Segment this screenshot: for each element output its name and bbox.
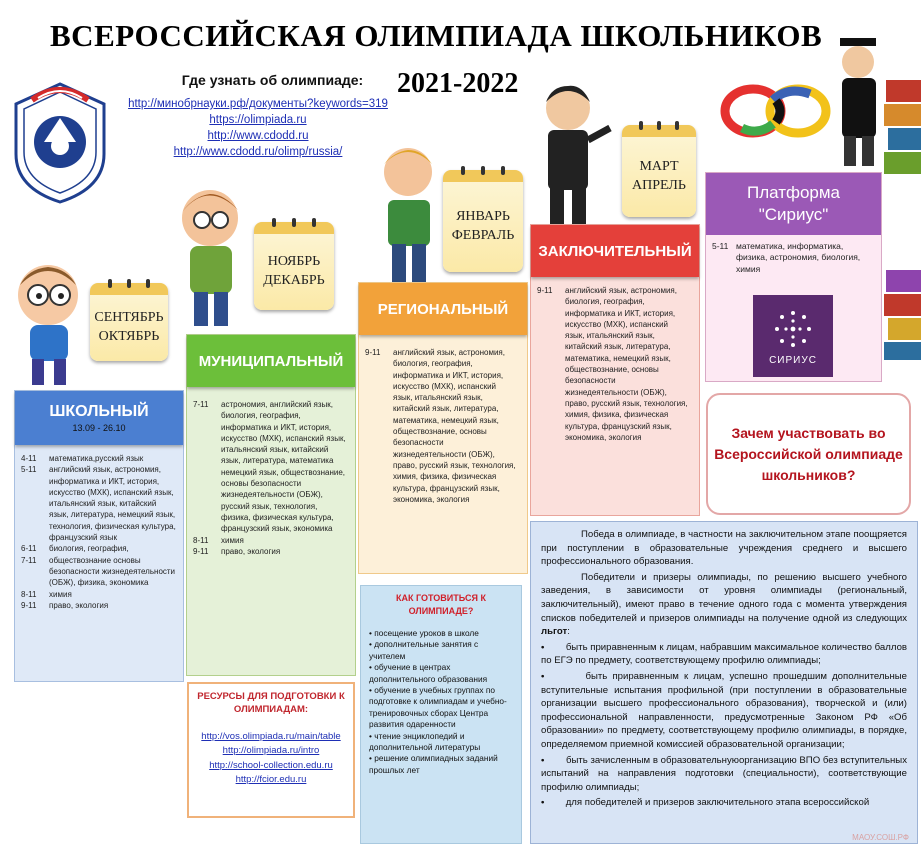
sirius-star-icon (771, 307, 815, 351)
where-heading: Где узнать об олимпиаде: (181, 72, 364, 88)
where-links (118, 96, 398, 160)
stage-regional (358, 282, 528, 574)
prep-item: • обучение в центрах дополнительного образования (369, 662, 488, 684)
resources-heading: РЕСУРСЫ ДЛЯ ПОДГОТОВКИ К ОЛИМПИАДАМ: (197, 691, 345, 715)
prep-item: • чтение энциклопедий и дополнительной литературы (369, 730, 481, 753)
sirius-logo (753, 295, 833, 377)
how-to-prepare-heading: КАК ГОТОВИТЬСЯ К ОЛИМПИАДЕ? (396, 593, 486, 616)
subject-row: 5-11 английский язык, астрономия, информатика и ИКТ, история, искусство (МХК), испанский язык, итальянский язык, китайский язык, литература, немецкий язык, технология, физическая культура, французский язык (21, 465, 176, 543)
subject-row: 8-11 химия (21, 589, 72, 599)
books-stack-icon (884, 60, 921, 360)
resource-link-vos[interactable]: http://vos.olimpiada.ru/main/table (201, 731, 341, 742)
prep-item: • дополнительные занятия с учителем (369, 639, 479, 661)
kid-illustration-3 (378, 140, 440, 290)
sirius-title-line2: "Сириус" (758, 205, 829, 224)
sirius-grades: 5-11 (712, 241, 729, 251)
graduate-illustration (832, 30, 887, 170)
stage-regional-subjects (359, 335, 527, 509)
why-participate-box (706, 393, 911, 515)
benefits-rights: Победители и призеры олимпиады, по решению высшего учебного заведения, в зависимости от уровня олимпиады (региональный, заключительный), имеют право в течение одного года с момента утверждения списков победителей и призеров олимпиады на получение одной из следующих льгот: (541, 571, 907, 638)
calendar-school-month2: ОКТЯБРЬ (98, 329, 160, 344)
calendar-school (90, 283, 168, 361)
stage-school-subjects (15, 445, 183, 615)
stage-regional-header (359, 283, 527, 335)
link-olimpiada[interactable]: https://olimpiada.ru (209, 114, 307, 126)
link-cdodd[interactable]: http://www.cdodd.ru (207, 130, 309, 142)
page-title: ВСЕРОССИЙСКАЯ ОЛИМПИАДА ШКОЛЬНИКОВ (50, 18, 823, 53)
subject-row: 9-11 английский язык, астрономия, биология, география, информатика и ИКТ, история, искусство (МХК), испанский язык, итальянский язык, китайский язык, литература, математика, немецкий язык, обществознание, основы безопасности жизнедеятельности (ОБЖ), право, русский язык, технология, химия, физика, физическая культура, французский язык, экономика, экология (365, 348, 516, 504)
kid-illustration-2 (172, 180, 252, 330)
stage-school-title: ШКОЛЬНЫЙ (49, 403, 149, 420)
subject-row: 9-11 право, экология (21, 600, 109, 610)
stage-final-subjects (531, 277, 699, 447)
benefit-item: • быть зачисленным в образовательнуюорганизацию ВПО без вступительных испытаний на направления подготовки (специальности), соответствующие профилю олимпиады; (541, 754, 908, 793)
year-label: 2021-2022 (397, 68, 519, 99)
calendar-school-month1: СЕНТЯБРЬ (94, 310, 164, 325)
olympiad-logo (8, 80, 113, 205)
prep-item: • посещение уроков в школе (369, 628, 479, 638)
calendar-final-month2: АПРЕЛЬ (632, 178, 686, 193)
calendar-regional (443, 170, 523, 272)
calendar-regional-month2: ФЕВРАЛЬ (451, 228, 515, 243)
sirius-subject-list: математика, информатика, физика, астрономия, биология, химия (736, 241, 861, 274)
resource-link-olimpiada-intro[interactable]: http://olimpiada.ru/intro (222, 745, 320, 757)
prep-item: • обучение в учебных группах по подготовке к олимпиадам и учебно-тренировочных сборах Центра развития одаренности (369, 685, 507, 730)
subject-row: 7-11 астрономия, английский язык, биология, география, информатика и ИКТ, история, искусство (МХК), испанский язык, итальянский язык, китайский язык, литература, математика немецкий язык, обществознание, основы безопасности жизнедеятельности (ОБЖ), русский язык, технология, физика, физическая культура, французский язык, экономика (193, 400, 346, 534)
calendar-municipal-month1: НОЯБРЬ (267, 254, 321, 269)
stage-school-header (15, 391, 183, 445)
calendar-final (622, 125, 696, 217)
calendar-final-month1: МАРТ (639, 159, 679, 174)
benefit-item: • для победителей и призеров заключительного этапа всероссийской (541, 797, 870, 809)
subject-row: 8-11 химия (193, 535, 244, 545)
sirius-header (706, 173, 881, 235)
subject-row: 7-11 обществознание основы безопасности жизнедеятельности (ОБЖ), физика, экономика (21, 555, 176, 588)
stage-school (14, 390, 184, 682)
watermark: МАОУ.СОШ.РФ (852, 833, 909, 842)
resource-link-school-collection[interactable]: http://school-collection.edu.ru (209, 759, 333, 771)
stage-municipal-header (187, 335, 355, 387)
sirius-logo-text: СИРИУС (769, 354, 817, 366)
benefits-panel (530, 521, 918, 844)
benefit-item: • быть приравненным к лицам, успешно прошедшим дополнительные вступительные испытания профильной (при поступлении в образовательные организации высшего профессионального образования), творческой и (или) профессиональной направленности, предусмотренные Законом РФ «Об образовании» по предмету, соответствующему профилю олимпиады, в порядке, определяемом приемной комиссией образовательной организации; (541, 670, 908, 750)
olympiad-logo-icon (8, 80, 113, 205)
resources-panel (187, 682, 355, 818)
subject-row: 9-11 право, экология (193, 546, 281, 556)
sirius-rings-logo (718, 66, 833, 156)
why-participate-text: Зачем участвовать во Всероссийской олимпиаде школьников? (714, 424, 903, 483)
benefits-intro: Победа в олимпиаде, в частности на заключительном этапе поощряется при поступлении в образовательные учреждения среднего и высшего профессионального образования. (541, 529, 907, 568)
stage-regional-title: РЕГИОНАЛЬНЫЙ (377, 300, 509, 318)
calendar-regional-month1: ЯНВАРЬ (456, 209, 510, 224)
subject-row: 4-11 математика,русский язык (21, 454, 144, 463)
resource-link-fcior[interactable]: http://fcior.edu.ru (235, 773, 307, 785)
stage-final (530, 224, 700, 516)
stage-school-dates: 13.09 - 26.10 (72, 423, 126, 433)
subject-row: 6-11 биология, география, (21, 544, 129, 554)
sirius-subjects (706, 235, 881, 279)
link-cdodd-russia[interactable]: http://www.cdodd.ru/olimp/russia/ (173, 146, 343, 158)
teacher-illustration (532, 78, 612, 228)
stage-final-header (531, 225, 699, 277)
benefit-item: • быть приравненным к лицам, набравшим максимальное количество баллов по ЕГЭ по предмету, соответствующему профилю олимпиады; (541, 641, 907, 667)
stage-final-title: ЗАКЛЮЧИТЕЛЬНЫЙ (538, 242, 692, 260)
stage-municipal (186, 334, 356, 676)
calendar-municipal-month2: ДЕКАБРЬ (263, 273, 325, 288)
stage-municipal-subjects (187, 387, 355, 561)
kid-illustration-1 (8, 255, 90, 390)
sirius-panel (705, 172, 882, 382)
link-minobrnauki[interactable]: http://минобрнауки.рф/документы?keywords=319 (128, 98, 388, 110)
calendar-municipal (254, 222, 334, 310)
how-to-prepare-panel (360, 585, 522, 844)
stage-municipal-title: МУНИЦИПАЛЬНЫЙ (198, 352, 344, 370)
sirius-title-line1: Платформа (746, 183, 841, 202)
prep-item: • решение олимпиадных заданий прошлых лет (369, 753, 498, 775)
subject-row: 9-11 английский язык, астрономия, биология, география, информатика и ИКТ, история, искусство (МХК), испанский язык, итальянский язык, китайский язык, литература, математика, немецкий язык, обществознание, основы безопасности жизнедеятельности (ОБЖ), право, русский язык, технология, химия, физика, физическая культура, французский язык, экономика, экология (537, 286, 688, 442)
